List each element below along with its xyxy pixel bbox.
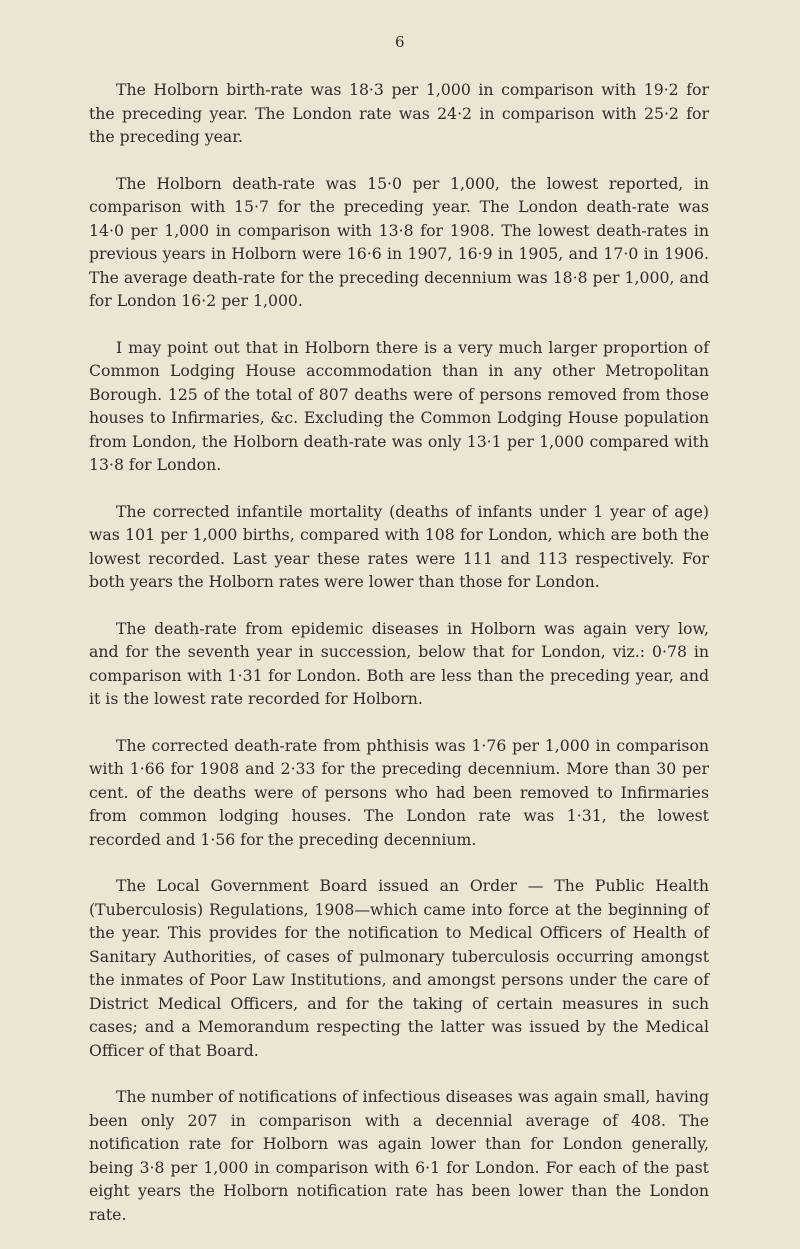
paragraph-infectious-notifications: The number of notifications of infectious diseases was again small, having been only 207 in comparison with a decennial average of 408. The notification rate for Holborn was again lower than for London generally, being 3·8 per 1,000 in comparison with 6·1 for London. For each of the past eight years the Holborn notification rate has been lower than the London rate. [89,1087,709,1224]
paragraph-death-rate: The Holborn death-rate was 15·0 per 1,000, the lowest reported, in comparison with 15·7 for the preceding year. The London death-rate was 14·0 per 1,000 in comparison with 13·8 for 1908. The lowest death-rates in previous years in Holborn were 16·6 in 1907, 16·9 in 1905, and 17·0 in 1906. The average death-rate for the preceding decennium was 18·8 per 1,000, and for London 16·2 per 1,000. [89,173,709,310]
paragraph-epidemic-diseases: The death-rate from epidemic diseases in Holborn was again very low, and for the seventh year in succession, below that for London, viz.: 0·78 in comparison with 1·31 for London. Both are less than the preceding year, and it is the lowest rate recorded for Holborn. [89,618,709,708]
page-number: 6 [394,33,406,51]
paragraph-infantile-mortality: The corrected infantile mortality (deaths of infants under 1 year of age) was 101 per 1,000 births, compared with 108 for London, which are both the lowest recorded. Last year these rates were 111 and 113 respectively. For both years the Holborn rates were lower than those for London. [89,501,709,591]
paragraph-birth-rate: The Holborn birth-rate was 18·3 per 1,000 in comparison with 19·2 for the preceding year. The London rate was 24·2 in comparison with 25·2 for the preceding year. [89,80,709,146]
report-body [89,78,709,1249]
paragraph-phthisis: The corrected death-rate from phthisis was 1·76 per 1,000 in comparison with 1·66 for 1908 and 2·33 for the preceding decennium. More than 30 per cent. of the deaths were of persons who had been removed to Infirmaries from common lodging houses. The London rate was 1·31, the lowest recorded and 1·56 for the preceding decennium. [89,735,709,849]
paragraph-common-lodging-houses: I may point out that in Holborn there is a very much larger proportion of Common Lodging House accommodation than in any other Metropolitan Borough. 125 of the total of 807 deaths were of persons removed from those houses to Infirmaries, &c. Excluding the Common Lodging House population from London, the Holborn death-rate was only 13·1 per 1,000 compared with 13·8 for London. [89,337,709,474]
paragraph-tuberculosis-regulations: The Local Government Board issued an Order — The Public Health (Tuberculosis) Regulations, 1908—which came into force at the beginning of the year. This provides for the notification to Medical Officers of Health of Sanitary Authorities, of cases of pulmonary tuberculosis occurring amongst the inmates of Poor Law Institutions, and amongst persons under the care of District Medical Officers, and for the taking of certain measures in such cases; and a Memorandum respecting the latter was issued by the Medical Officer of that Board. [89,876,709,1060]
